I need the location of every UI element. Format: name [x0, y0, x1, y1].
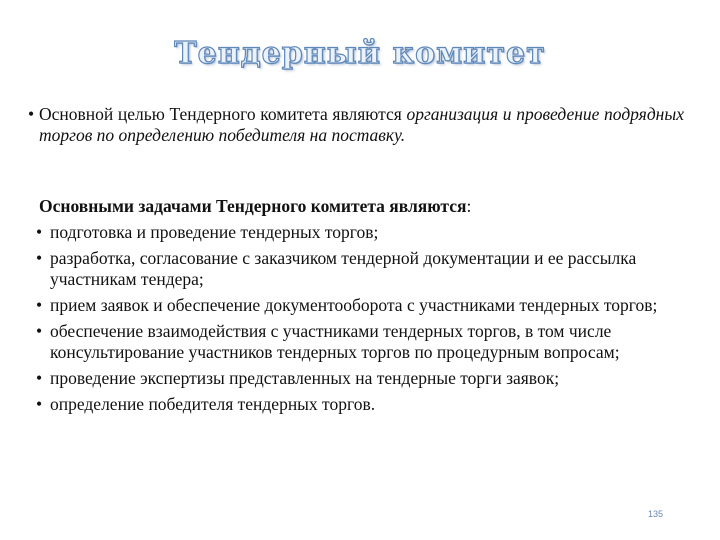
task-text: проведение экспертизы представленных на тендерные торги заявок; [50, 368, 560, 388]
page-number: 135 [648, 509, 664, 519]
intro-emphasis-text: организация и проведение подрядных торгов по определению победителя на поставку. [39, 104, 684, 145]
bullet-icon: • [36, 248, 43, 268]
intro-item [28, 104, 684, 146]
intro-plain-text: Основной целью Тендерного комитета являются [39, 104, 407, 124]
bullet-icon: • [36, 222, 43, 242]
task-text: определение победителя тендерных торгов. [50, 394, 376, 414]
task-text: прием заявок и обеспечение документооборота с участниками тендерных торгов; [50, 295, 658, 315]
tasks-heading [39, 196, 684, 217]
intro-paragraph [28, 104, 684, 146]
task-item [36, 368, 684, 389]
bullet-icon: • [28, 104, 35, 124]
task-text: разработка, согласование с заказчиком тендерной документации и ее рассылка участникам тендера; [50, 248, 637, 289]
task-item [36, 394, 684, 415]
task-item [36, 248, 684, 290]
bullet-icon: • [36, 321, 43, 341]
bullet-icon: • [36, 394, 43, 414]
tasks-heading-suffix: : [466, 196, 472, 216]
task-text: подготовка и проведение тендерных торгов; [50, 222, 379, 242]
bullet-icon: • [36, 295, 43, 315]
task-item [36, 222, 684, 243]
slide-title: Тендерный комитет [174, 36, 546, 71]
tasks-section [36, 196, 684, 420]
task-item [36, 321, 684, 363]
bullet-icon: • [36, 368, 43, 388]
task-item [36, 295, 684, 316]
tasks-heading-bold: Основными задачами Тендерного комитета являются [39, 196, 467, 216]
task-text: обеспечение взаимодействия с участниками тендерных торгов, в том числе консультирование участников тендерных торгов по процедурным вопросам; [50, 321, 620, 362]
